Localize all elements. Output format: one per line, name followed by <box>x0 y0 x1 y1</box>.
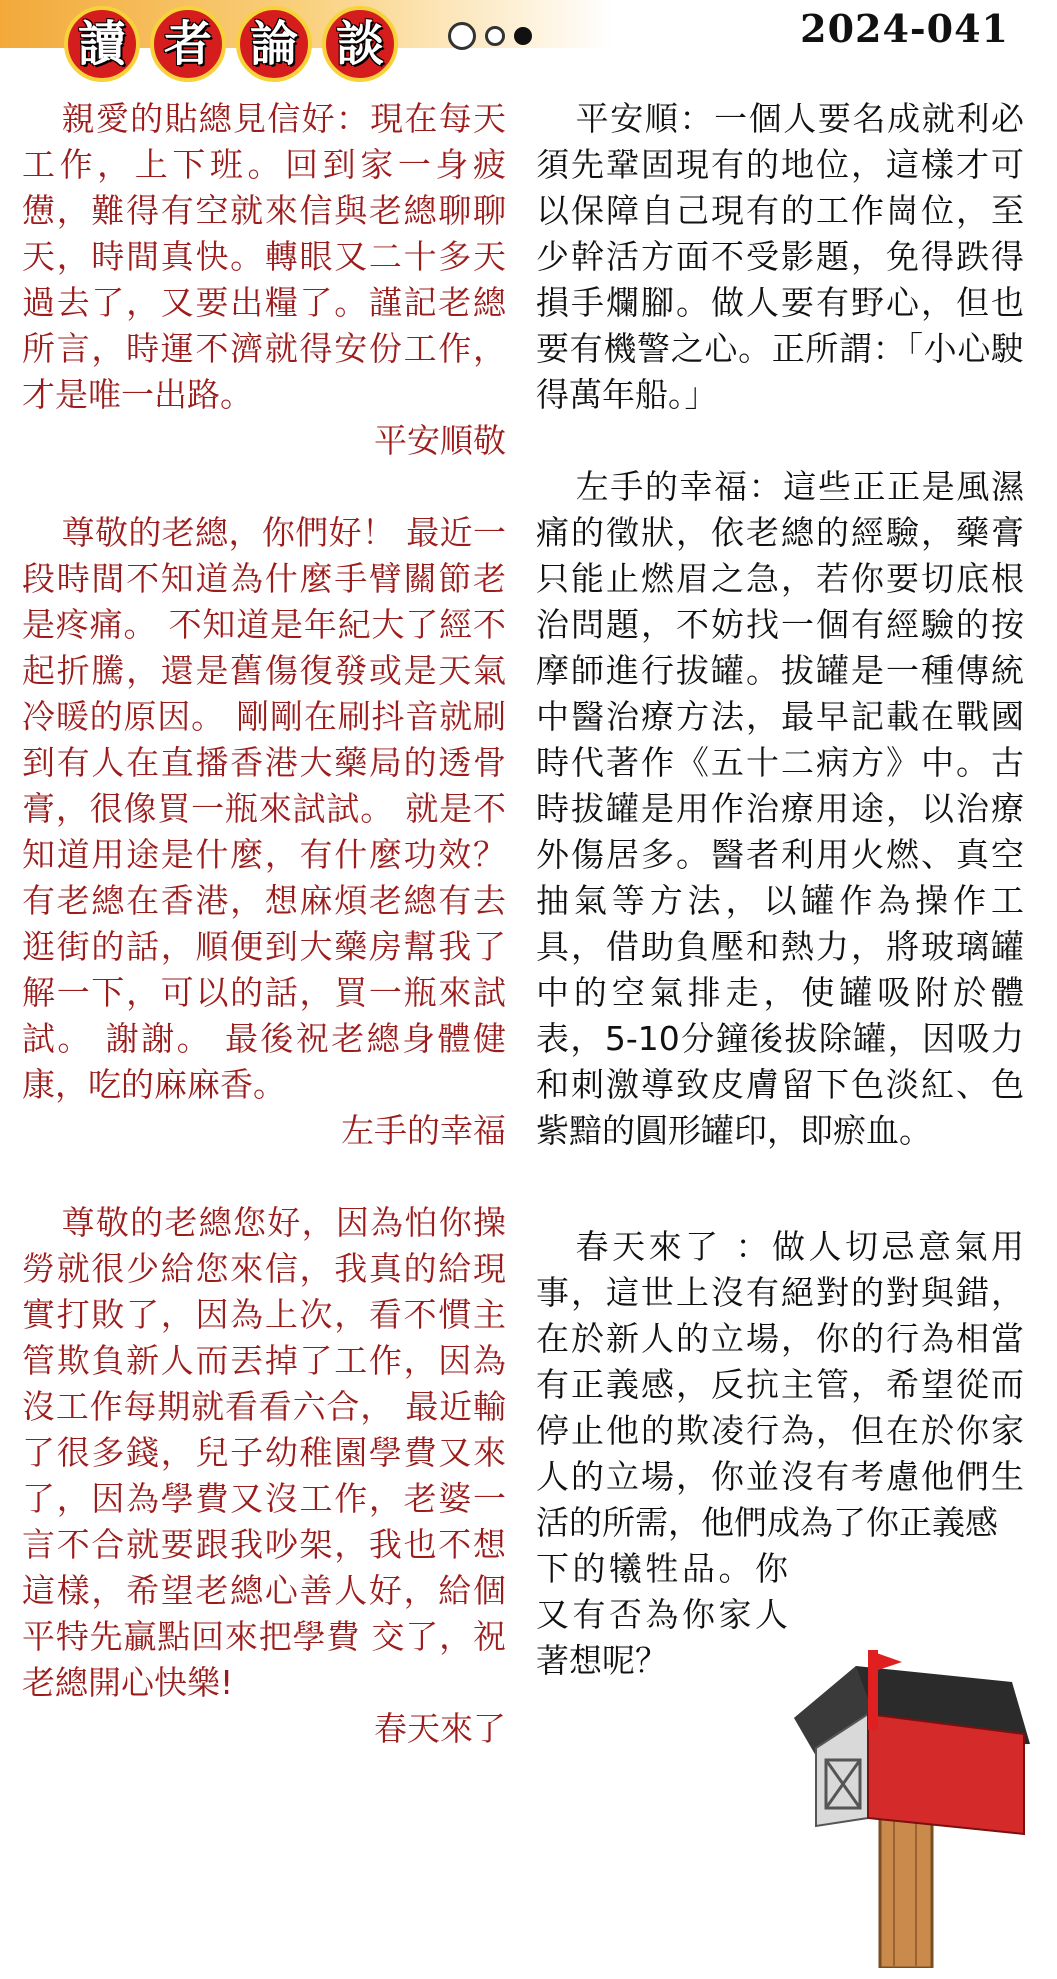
reply-text-tail: 下的犧牲品。你又有否為你家人著想呢？ <box>536 1549 788 1680</box>
circle-outline-icon <box>448 22 476 50</box>
title-circle <box>64 6 140 82</box>
reply-text: 春天來了 ：做人切忌意氣用事，這世上沒有絕對的對與錯，在於新人的立場，你的行為相當有正義感，反抗主管，希望從而停止他的欺凌行為，但在於你家人的立場，你並沒有考慮他們生活的所需，他們成為了你正義感 <box>536 1227 1024 1542</box>
title-circle <box>150 6 226 82</box>
replies-column <box>536 96 1024 1684</box>
title-circle <box>322 6 398 82</box>
letter-text: 尊敬的老總您好，因為怕你操勞就很少給您來信，我真的給現實打敗了，因為上次，看不慣主管欺負新人而丟掉了工作，因為沒工作每期就看看六合， 最近輸了很多錢，兒子幼稚園學費又來了，因為學費又沒工作，老婆一言不合就要跟我吵架，我也不想這樣，希望老總心善人好，給個平特先贏點回來把學費 交了，祝老總開心快樂! <box>22 1203 506 1702</box>
letter-signature: 左手的幸福 <box>341 1111 506 1150</box>
letter-signature: 春天來了 <box>374 1709 506 1748</box>
letters-column <box>22 96 506 1798</box>
mailbox-svg <box>776 1648 1036 1968</box>
letter-block <box>22 96 506 464</box>
circle-outline-icon <box>485 26 505 46</box>
title-char: 論 <box>249 16 298 72</box>
reply-block <box>536 1224 1024 1684</box>
circle-filled-icon <box>514 27 532 45</box>
letter-signature: 平安順敬 <box>374 421 506 460</box>
reply-text: 左手的幸福：這些正正是風濕痛的徵狀，依老總的經驗，藥膏只能止燃眉之急，若你要切底根治問題，不妨找一個有經驗的按摩師進行拔罐。拔罐是一種傳統中醫治療方法，最早記載在戰國時代著作《五十二病方》中。古時拔罐是用作治療用途，以治療外傷居多。醫者利用火燃、真空抽氣等方法，以罐作為操作工具，借助負壓和熱力，將玻璃罐中的空氣排走，使罐吸附於體表，5-10分鐘後拔除罐，因吸力和刺激導致皮膚留下色淡紅、色紫黯的圓形罐印，即瘀血。 <box>536 467 1024 1150</box>
reply-block <box>536 96 1024 418</box>
title-char: 讀 <box>77 16 126 72</box>
reply-text: 平安順：一個人要名成就利必須先鞏固現有的地位，這樣才可以保障自己現有的工作崗位，至少幹活方面不受影題，免得跌得損手爛腳。做人要有野心，但也要有機警之心。正所謂：「小心駛得萬年船。」 <box>536 99 1024 414</box>
reply-block <box>536 464 1024 1154</box>
letter-text: 親愛的貼總見信好：現在每天工作，上下班。回到家一身疲憊，難得有空就來信與老總聊聊天，時間真快。轉眼又二十多天過去了，又要出糧了。謹記老總所言，時運不濟就得安份工作，才是唯一出路。 <box>22 99 506 414</box>
title-circle <box>236 6 312 82</box>
title-char: 者 <box>163 16 212 72</box>
decorative-dots <box>448 22 541 50</box>
issue-number: 2024-041 <box>800 6 1009 51</box>
column-title <box>64 6 408 86</box>
mailbox-icon <box>776 1648 1036 1968</box>
letter-text: 尊敬的老總，你們好！ 最近一段時間不知道為什麼手臂關節老是疼痛。 不知道是年紀大了經不起折騰，還是舊傷復發或是天氣冷暖的原因。 剛剛在刷抖音就刷到有人在直播香港大藥局的透骨膏，很像買一瓶來試試。 就是不知道用途是什麼，有什麼功效？ 有老總在香港，想麻煩老總有去逛街的話，順便到大藥房幫我了解一下，可以的話，買一瓶來試試。 謝謝。 最後祝老總身體健康，吃的麻麻香。 <box>22 513 506 1104</box>
title-char: 談 <box>335 16 384 72</box>
letter-block <box>22 510 506 1154</box>
letter-block <box>22 1200 506 1752</box>
